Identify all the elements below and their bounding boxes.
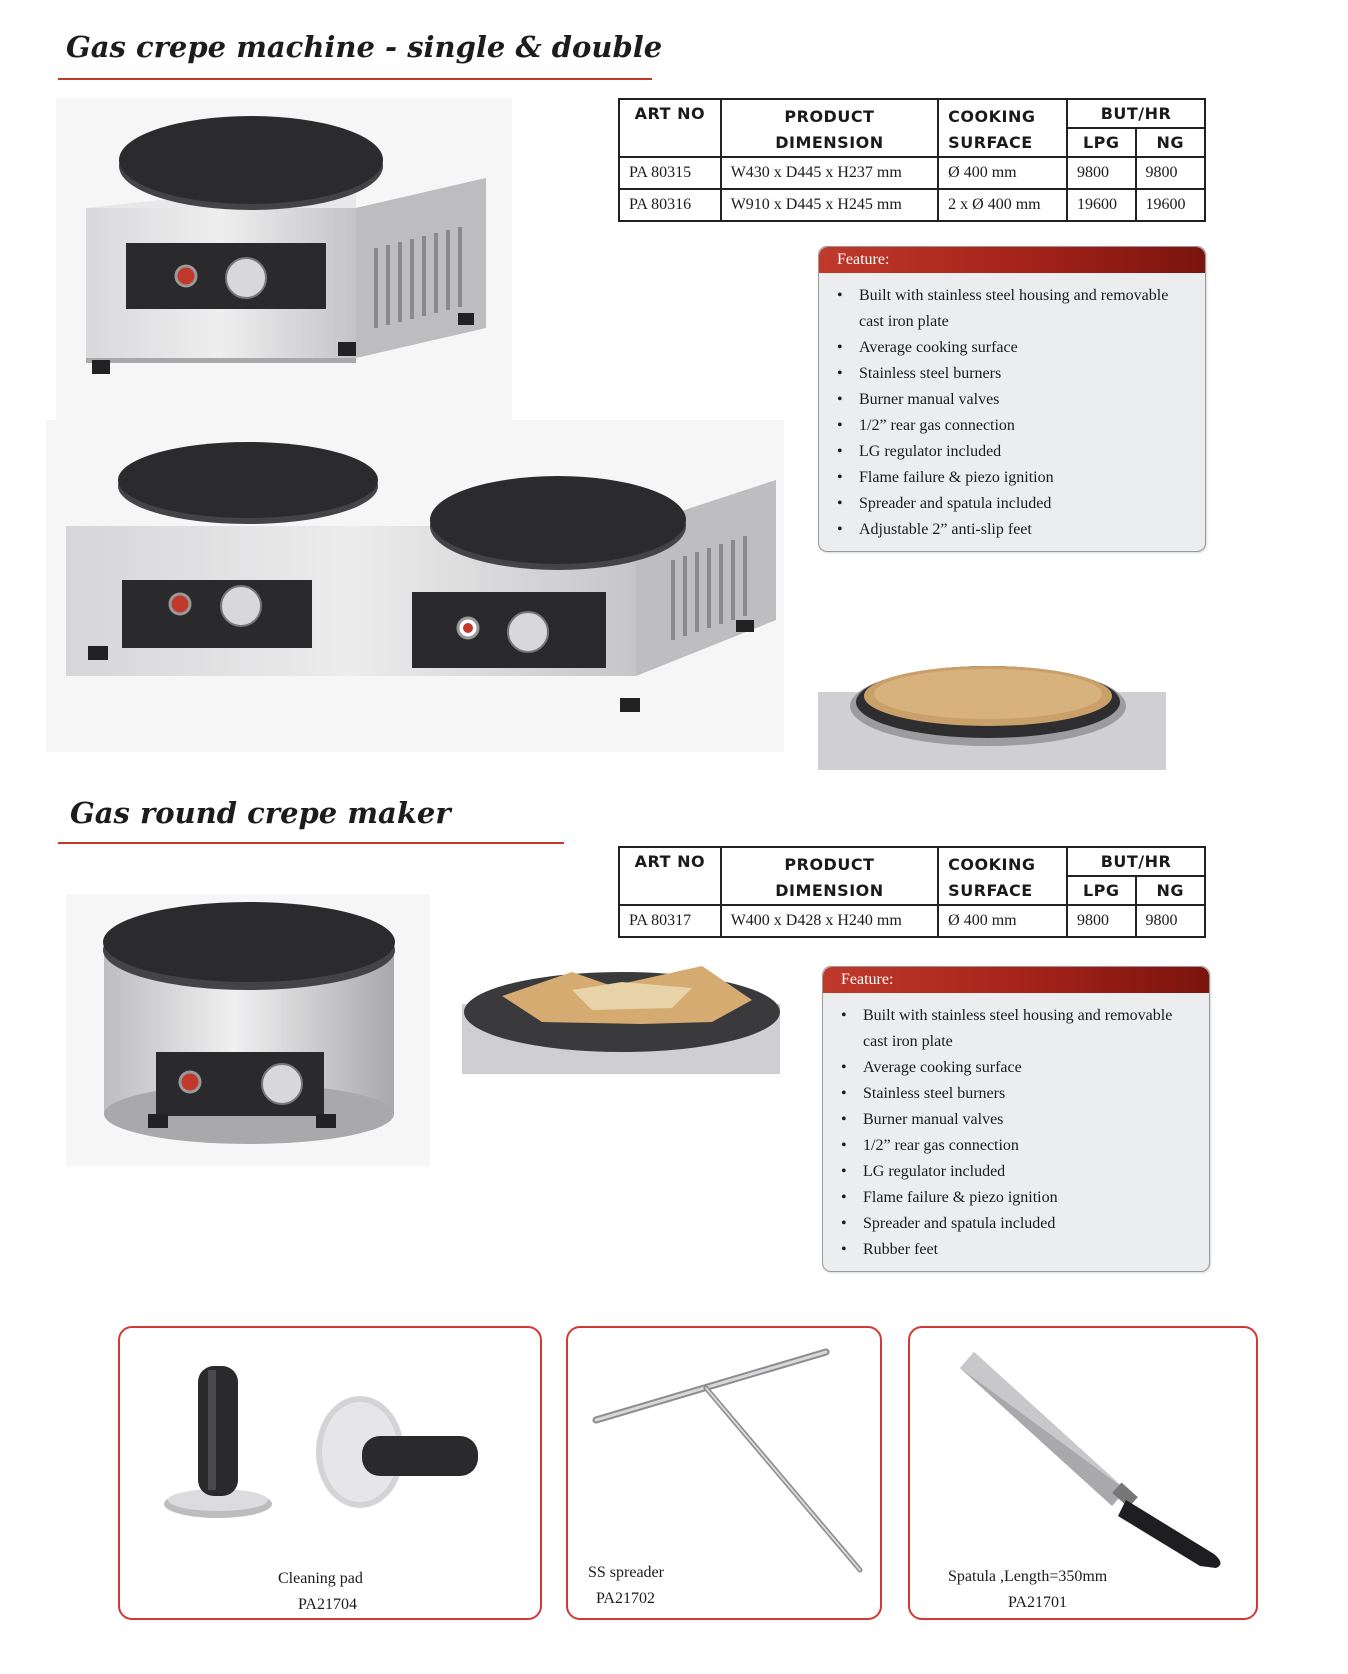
list-item: • 1/2” rear gas connection — [841, 1133, 1191, 1159]
cell-surface: Ø 400 mm — [938, 905, 1067, 937]
header-but-hr: BUT/HR — [1067, 847, 1205, 876]
list-item: • Spreader and spatula included — [837, 491, 1187, 517]
header-art-no: ART NO — [619, 99, 721, 157]
header-ng: NG — [1136, 128, 1206, 157]
double-crepe-machine-image — [46, 420, 784, 752]
cleaning-pad-image — [150, 1348, 490, 1528]
list-item: • Adjustable 2” anti-slip feet — [837, 517, 1187, 543]
list-item: • Built with stainless steel housing and removable — [841, 1003, 1191, 1029]
list-item: • Built with stainless steel housing and removable — [837, 283, 1187, 309]
single-crepe-machine-image — [56, 98, 512, 420]
cell-ng: 19600 — [1136, 189, 1206, 221]
cell-art-no: PA 80317 — [619, 905, 721, 937]
cell-surface: Ø 400 mm — [938, 157, 1067, 189]
accessory-code: PA21702 — [596, 1590, 655, 1607]
list-item: • Average cooking surface — [841, 1055, 1191, 1081]
list-item: cast iron plate — [863, 1033, 953, 1050]
cell-dimension: W400 x D428 x H240 mm — [721, 905, 938, 937]
list-item: • 1/2” rear gas connection — [837, 413, 1187, 439]
folded-crepe-image — [462, 964, 780, 1074]
feature-list — [819, 273, 1205, 543]
feature-label: Feature: — [819, 247, 1205, 273]
header-product-dimension: PRODUCT DIMENSION — [721, 847, 938, 905]
cell-lpg: 9800 — [1067, 905, 1135, 937]
spatula-image — [930, 1340, 1240, 1570]
section1-title-rule — [58, 78, 652, 80]
header-product-dimension: PRODUCT DIMENSION — [721, 99, 938, 157]
cell-ng: 9800 — [1136, 905, 1206, 937]
accessory-card-spatula — [908, 1326, 1258, 1620]
header-cooking-surface: COOKING SURFACE — [938, 847, 1067, 905]
list-item: • Stainless steel burners — [837, 361, 1187, 387]
list-item: • Spreader and spatula included — [841, 1211, 1191, 1237]
section1-title: Gas crepe machine - single & double — [66, 30, 663, 64]
cell-lpg: 9800 — [1067, 157, 1135, 189]
cell-art-no: PA 80316 — [619, 189, 721, 221]
section2-title: Gas round crepe maker — [70, 796, 451, 830]
accessory-code: PA21704 — [298, 1596, 357, 1613]
section2-spec-table — [618, 846, 1206, 938]
section2-title-rule — [58, 842, 564, 844]
section2-feature-box — [822, 966, 1210, 1272]
header-cooking-surface: COOKING SURFACE — [938, 99, 1067, 157]
cell-dimension: W430 x D445 x H237 mm — [721, 157, 938, 189]
round-crepe-maker-image — [66, 894, 430, 1166]
list-item: • Stainless steel burners — [841, 1081, 1191, 1107]
accessory-name: SS spreader — [588, 1564, 664, 1581]
feature-list — [823, 993, 1209, 1263]
header-lpg: LPG — [1067, 128, 1135, 157]
feature-label: Feature: — [823, 967, 1209, 993]
list-item: • Rubber feet — [841, 1237, 1191, 1263]
list-item: • LG regulator included — [841, 1159, 1191, 1185]
list-item: • Flame failure & piezo ignition — [841, 1185, 1191, 1211]
cell-art-no: PA 80315 — [619, 157, 721, 189]
cell-lpg: 19600 — [1067, 189, 1135, 221]
cell-ng: 9800 — [1136, 157, 1206, 189]
cell-surface: 2 x Ø 400 mm — [938, 189, 1067, 221]
header-art-no: ART NO — [619, 847, 721, 905]
list-item: • LG regulator included — [837, 439, 1187, 465]
accessory-card-ss-spreader — [566, 1326, 882, 1620]
header-ng: NG — [1136, 876, 1206, 905]
table-row — [619, 189, 1205, 221]
list-item: • Flame failure & piezo ignition — [837, 465, 1187, 491]
list-item: cast iron plate — [859, 313, 949, 330]
cell-dimension: W910 x D445 x H245 mm — [721, 189, 938, 221]
list-item: • Burner manual valves — [837, 387, 1187, 413]
accessory-code: PA21701 — [1008, 1594, 1067, 1611]
section1-feature-box — [818, 246, 1206, 552]
header-but-hr: BUT/HR — [1067, 99, 1205, 128]
list-item: • Average cooking surface — [837, 335, 1187, 361]
table-row — [619, 905, 1205, 937]
accessory-name: Spatula ,Length=350mm — [948, 1568, 1108, 1585]
section1-spec-table — [618, 98, 1206, 222]
crepe-on-plate-image — [818, 662, 1166, 770]
accessory-card-cleaning-pad — [118, 1326, 542, 1620]
list-item: • Burner manual valves — [841, 1107, 1191, 1133]
accessory-name: Cleaning pad — [278, 1570, 363, 1587]
ss-spreader-image — [582, 1338, 872, 1578]
table-row — [619, 157, 1205, 189]
header-lpg: LPG — [1067, 876, 1135, 905]
